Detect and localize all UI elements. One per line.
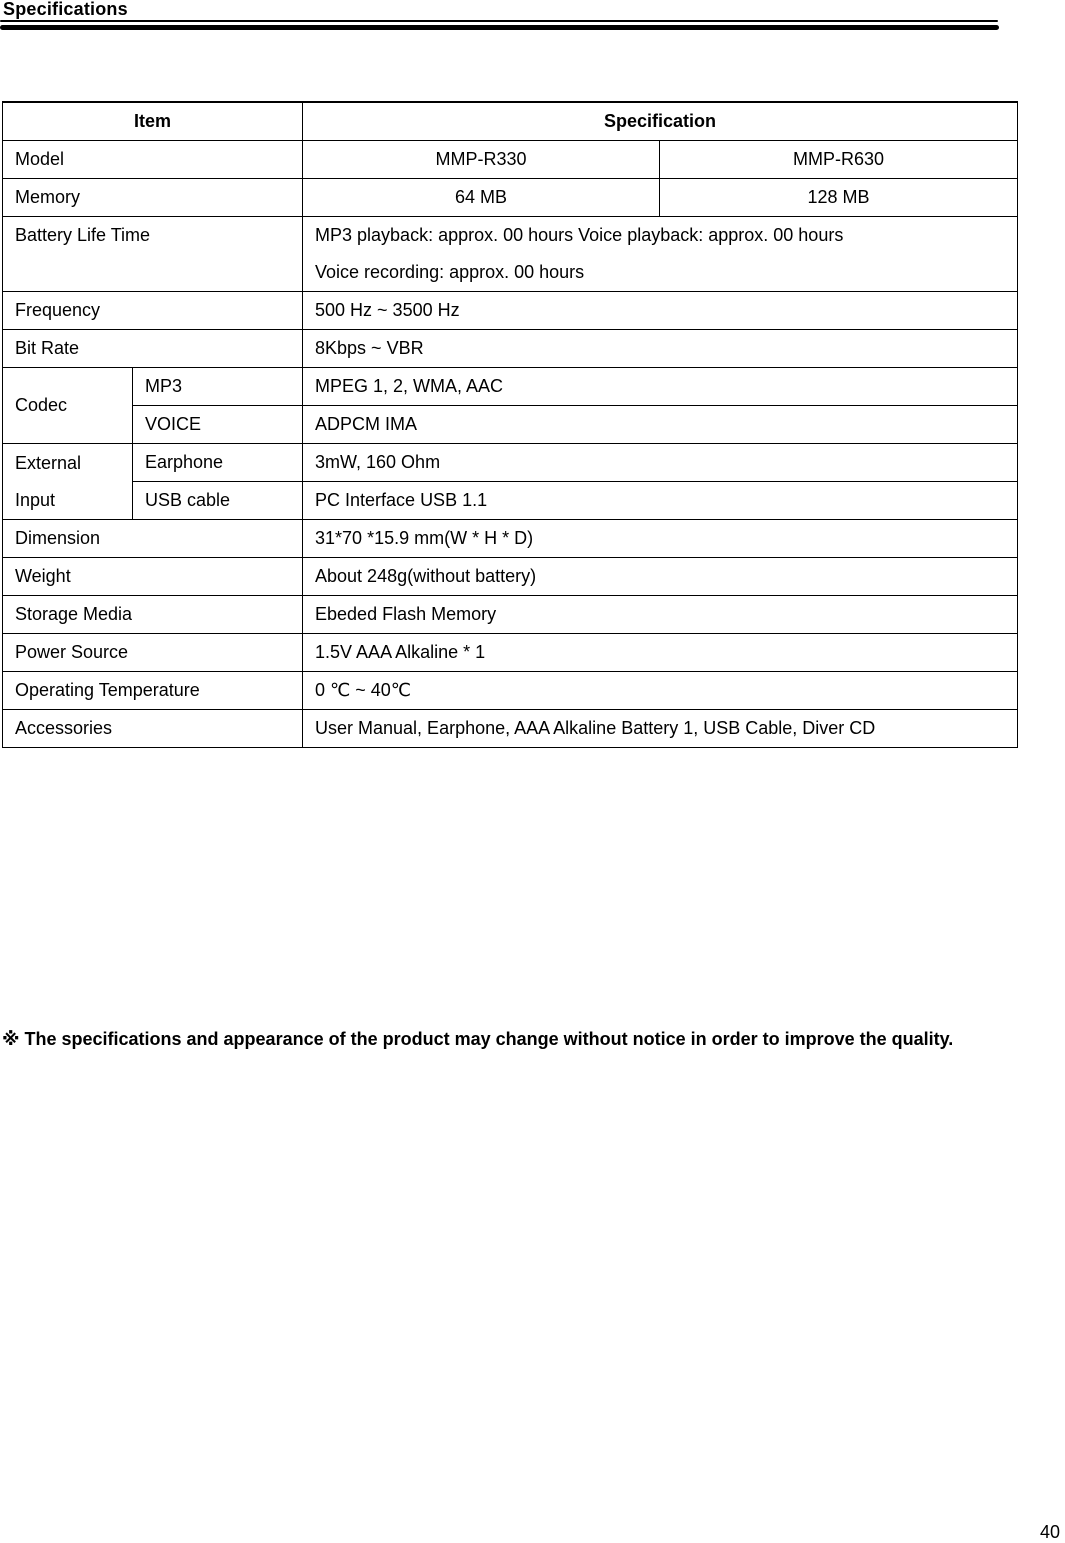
row-label-codec: Codec [3,368,133,444]
table-row-codec-voice [3,406,1018,444]
header-rule-thick [0,25,999,30]
notice-text: ※ The specifications and appearance of the product may change without notice in order to improve the quality. [2,1029,954,1049]
battery-line-2: Voice recording: approx. 00 hours [315,262,585,282]
usb-value: PC Interface USB 1.1 [303,482,1018,520]
row-label-weight: Weight [3,558,303,596]
model-r330: MMP-R330 [303,141,660,179]
row-label-dimension: Dimension [3,520,303,558]
usb-label: USB cable [133,482,303,520]
table-row-frequency [3,292,1018,330]
table-row-memory [3,179,1018,217]
earphone-label: Earphone [133,444,303,482]
row-label-external-input [3,444,133,520]
row-label-temperature: Operating Temperature [3,672,303,710]
codec-mp3-label: MP3 [133,368,303,406]
table-row-bitrate [3,330,1018,368]
table-header-row [3,102,1018,141]
storage-value: Ebeded Flash Memory [303,596,1018,634]
table-row-power [3,634,1018,672]
specifications-table [2,101,1018,748]
earphone-value: 3mW, 160 Ohm [303,444,1018,482]
codec-mp3-value: MPEG 1, 2, WMA, AAC [303,368,1018,406]
table-row-usb [3,482,1018,520]
external-label-line-2: Input [15,489,56,510]
header-item: Item [3,102,303,141]
section-title: Specifications [3,0,128,19]
table-row-dimension [3,520,1018,558]
battery-line-1: MP3 playback: approx. 00 hours Voice playback: approx. 00 hours [315,225,844,245]
table-row-accessories [3,710,1018,748]
battery-value [303,217,1018,292]
table-row-temperature [3,672,1018,710]
table-row-battery [3,217,1018,292]
row-label-accessories: Accessories [3,710,303,748]
dimension-value: 31*70 *15.9 mm(W * H * D) [303,520,1018,558]
model-r630: MMP-R630 [660,141,1018,179]
page-number: 40 [1040,1522,1061,1542]
memory-r330: 64 MB [303,179,660,217]
header-specification: Specification [303,102,1018,141]
row-label-power: Power Source [3,634,303,672]
table-row-storage [3,596,1018,634]
row-label-frequency: Frequency [3,292,303,330]
row-label-memory: Memory [3,179,303,217]
power-value: 1.5V AAA Alkaline * 1 [303,634,1018,672]
external-label-line-1: External [15,452,82,473]
codec-voice-value: ADPCM IMA [303,406,1018,444]
row-label-battery: Battery Life Time [3,217,303,292]
bitrate-value: 8Kbps ~ VBR [303,330,1018,368]
row-label-model: Model [3,141,303,179]
weight-value: About 248g(without battery) [303,558,1018,596]
accessories-value: User Manual, Earphone, AAA Alkaline Battery 1, USB Cable, Diver CD [303,710,1018,748]
codec-voice-label: VOICE [133,406,303,444]
row-label-storage: Storage Media [3,596,303,634]
memory-r630: 128 MB [660,179,1018,217]
header-rule-thin [0,20,998,22]
row-label-bitrate: Bit Rate [3,330,303,368]
table-row-earphone [3,444,1018,482]
table-row-weight [3,558,1018,596]
table-row-codec-mp3 [3,368,1018,406]
table-row-model [3,141,1018,179]
temperature-value: 0 ℃ ~ 40℃ [303,672,1018,710]
frequency-value: 500 Hz ~ 3500 Hz [303,292,1018,330]
